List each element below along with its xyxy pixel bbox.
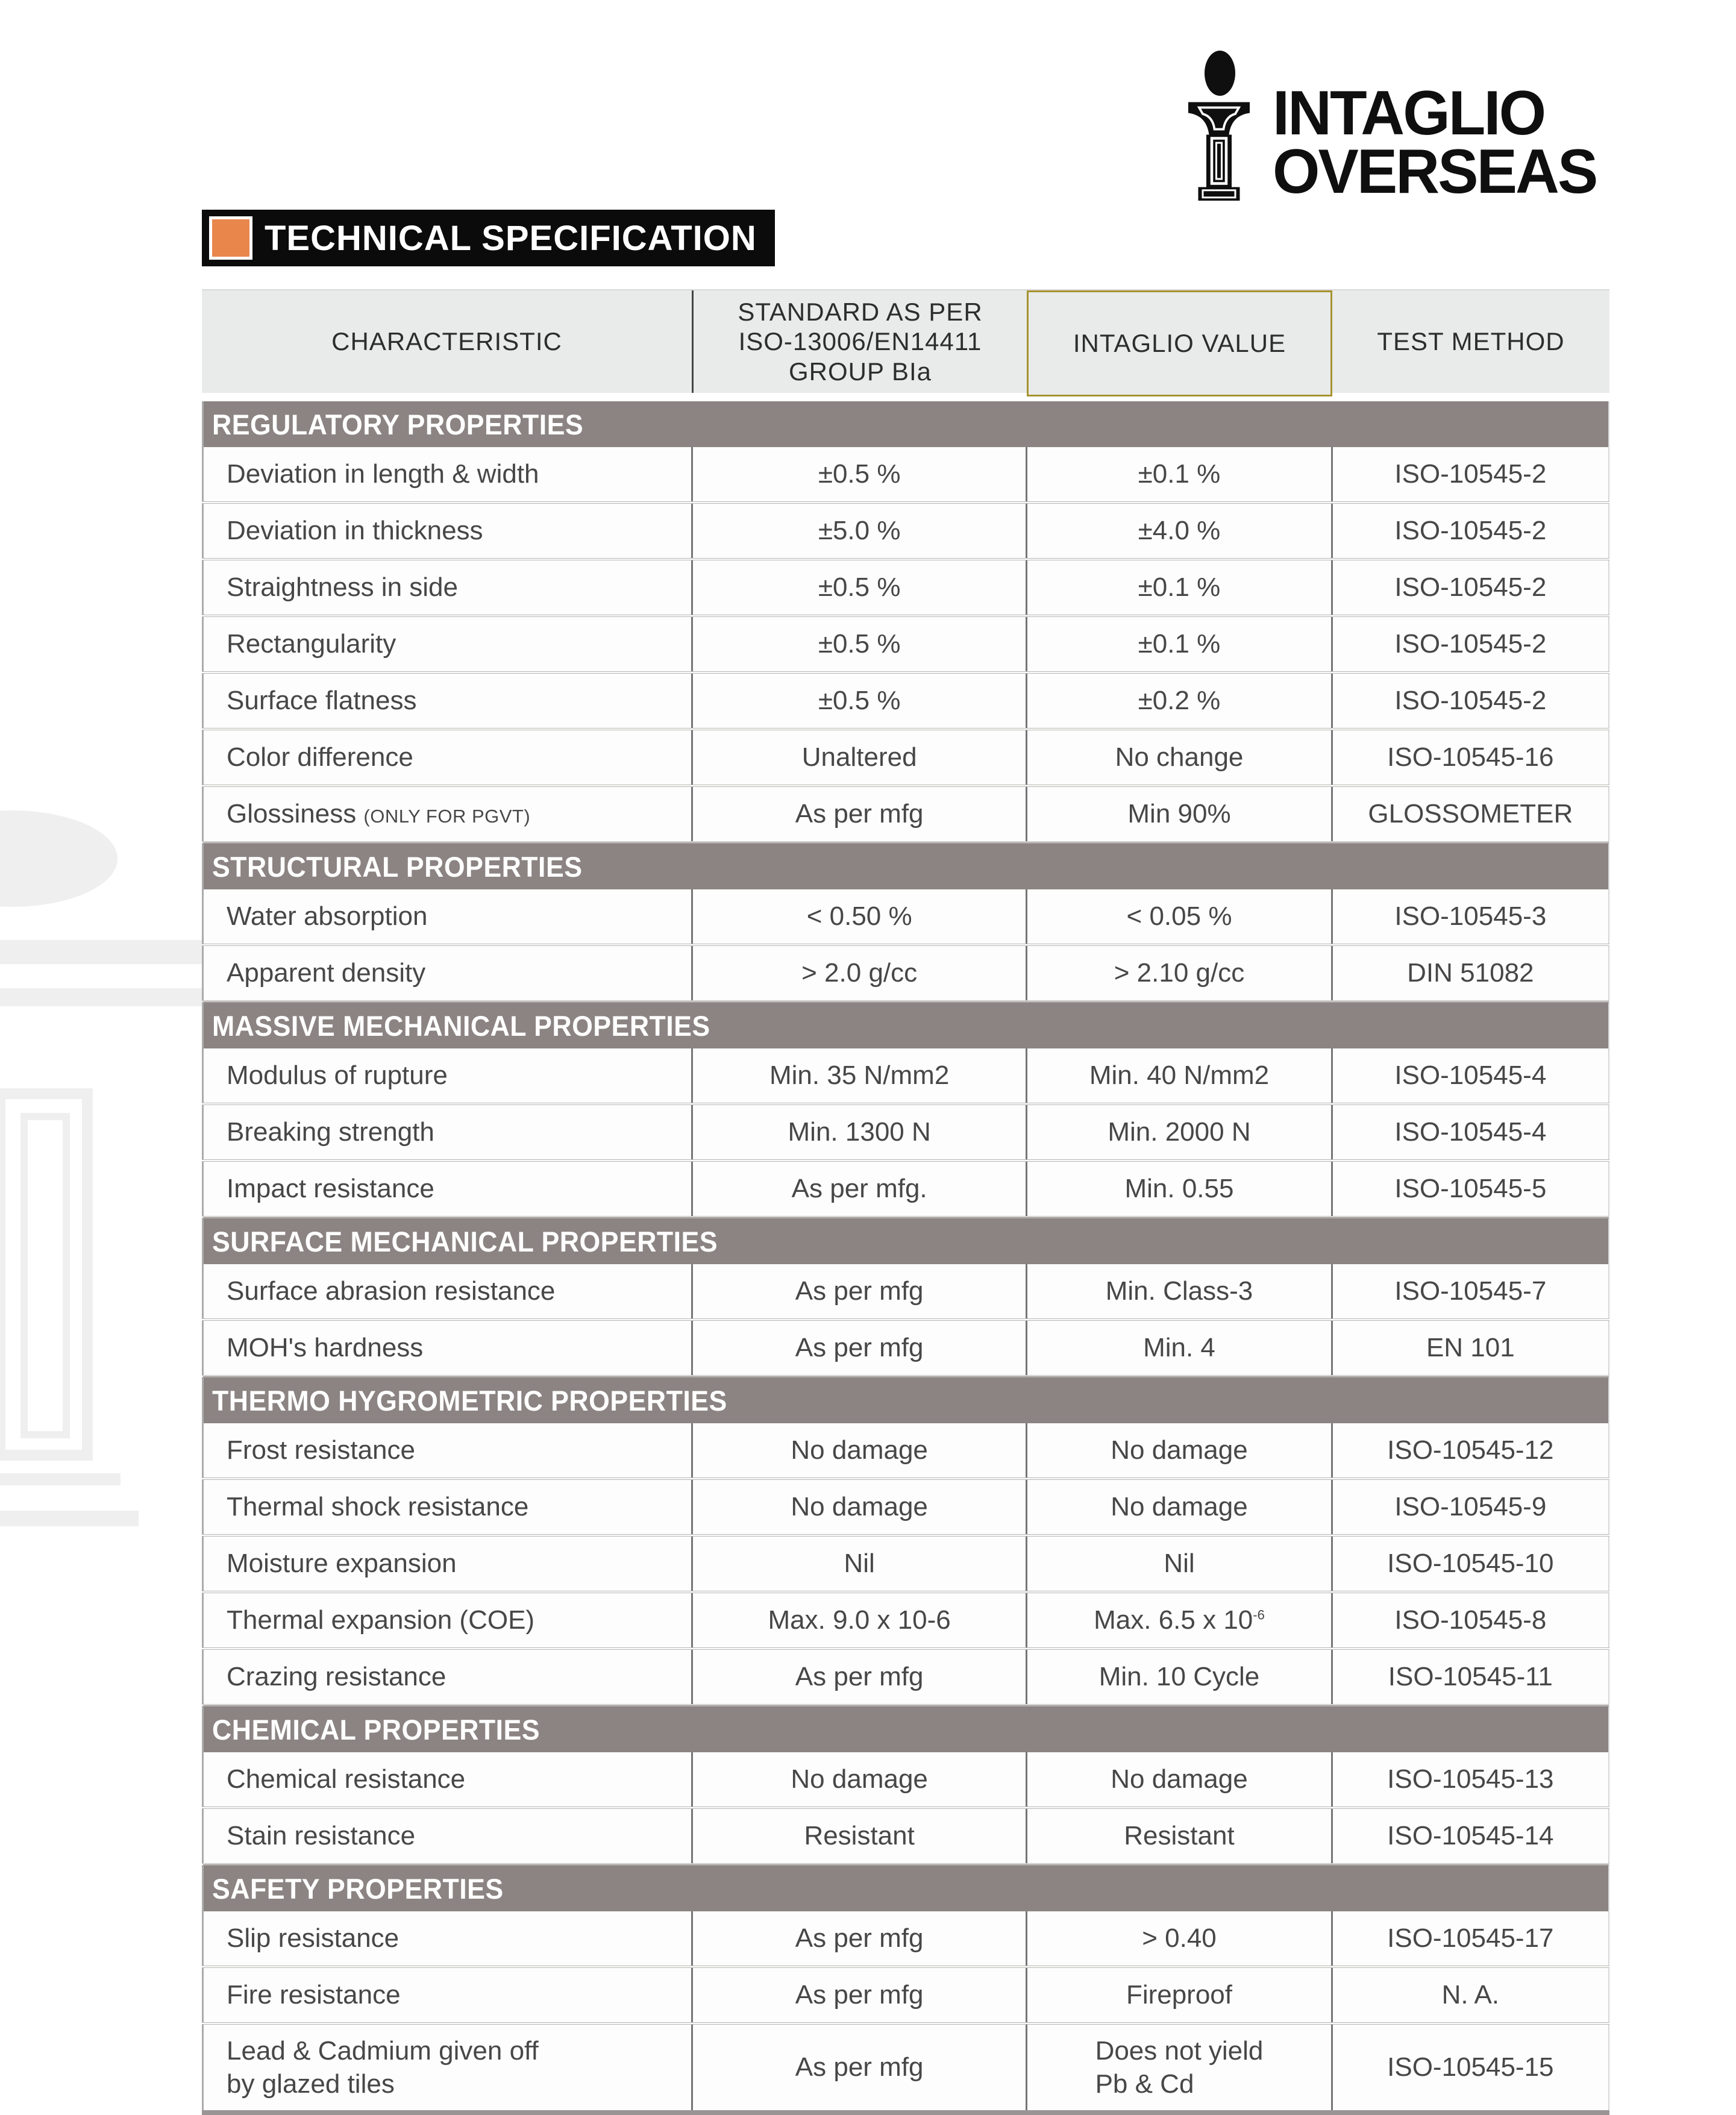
section-header bbox=[203, 1217, 1609, 1264]
cell-standard-value: As per mfg bbox=[692, 2023, 1027, 2113]
section-title: THERMO HYGROMETRIC PROPERTIES bbox=[212, 1384, 727, 1417]
cell-standard-value: No damage bbox=[692, 1479, 1027, 1535]
table-row bbox=[203, 1479, 1609, 1535]
cell-characteristic: Slip resistance bbox=[203, 1911, 692, 1967]
cell-test-method: N. A. bbox=[1332, 1967, 1609, 2023]
cell-intaglio-value: > 2.10 g/cc bbox=[1027, 945, 1332, 1001]
cell-intaglio-value: Min. 40 N/mm2 bbox=[1027, 1048, 1332, 1104]
table-row bbox=[203, 1161, 1609, 1217]
table-row bbox=[203, 1752, 1609, 1808]
pillar-i-icon bbox=[1174, 49, 1264, 204]
cell-characteristic: Surface flatness bbox=[203, 672, 692, 729]
section-row bbox=[203, 842, 1609, 889]
brand-name-line1: INTAGLIO bbox=[1273, 78, 1545, 148]
cell-intaglio-value: Max. 6.5 x $10^{-6}$ bbox=[1027, 1592, 1332, 1649]
table-row bbox=[203, 889, 1609, 945]
spec-table bbox=[202, 401, 1609, 2115]
cell-characteristic: Breaking strength bbox=[203, 1104, 692, 1161]
section-row bbox=[203, 401, 1609, 447]
cell-test-method: ISO-10545-12 bbox=[1332, 1423, 1609, 1479]
table-row bbox=[203, 447, 1609, 503]
section-row bbox=[203, 1217, 1609, 1264]
cell-standard-value: As per mfg. bbox=[692, 1161, 1027, 1217]
brand-name bbox=[1273, 78, 1597, 207]
cell-characteristic: Color difference bbox=[203, 729, 692, 786]
cell-standard-value: < 0.50 % bbox=[692, 889, 1027, 945]
table-row bbox=[203, 1535, 1609, 1592]
table-row bbox=[203, 559, 1609, 616]
cell-test-method: DIN 51082 bbox=[1332, 945, 1609, 1001]
cell-test-method: ISO-10545-8 bbox=[1332, 1592, 1609, 1649]
cell-characteristic: Surface abrasion resistance bbox=[203, 1264, 692, 1320]
cell-standard-value: Min. 35 N/mm2 bbox=[692, 1048, 1027, 1104]
cell-test-method: ISO-10545-4 bbox=[1332, 1104, 1609, 1161]
cell-intaglio-value: Min 90% bbox=[1027, 786, 1332, 842]
section-title: STRUCTURAL PROPERTIES bbox=[212, 850, 583, 883]
cell-test-method: ISO-10545-7 bbox=[1332, 1264, 1609, 1320]
cell-standard-value: ±0.5 % bbox=[692, 447, 1027, 503]
cell-characteristic: Chemical resistance bbox=[203, 1752, 692, 1808]
cell-standard-value: Nil bbox=[692, 1535, 1027, 1592]
section-title: REGULATORY PROPERTIES bbox=[212, 408, 584, 440]
table-row bbox=[203, 1592, 1609, 1649]
cell-intaglio-value: Min. Class-3 bbox=[1027, 1264, 1332, 1320]
cell-intaglio-value: ±0.1 % bbox=[1027, 447, 1332, 503]
cell-characteristic: Moisture expansion bbox=[203, 1535, 692, 1592]
cell-intaglio-value: No damage bbox=[1027, 1479, 1332, 1535]
cell-intaglio-value: ±0.1 % bbox=[1027, 559, 1332, 616]
section-row bbox=[203, 1705, 1609, 1752]
cell-test-method: ISO-10545-5 bbox=[1332, 1161, 1609, 1217]
col-header-standard: STANDARD AS PER ISO-13006/EN14411 GROUP BIa bbox=[692, 290, 1027, 393]
cell-standard-value: As per mfg bbox=[692, 1911, 1027, 1967]
cell-intaglio-value: > 0.40 bbox=[1027, 1911, 1332, 1967]
cell-standard-value: ±0.5 % bbox=[692, 616, 1027, 672]
col-header-intaglio-value: INTAGLIO VALUE bbox=[1027, 290, 1332, 396]
cell-test-method: ISO-10545-16 bbox=[1332, 729, 1609, 786]
cell-characteristic: Thermal shock resistance bbox=[203, 1479, 692, 1535]
page-title-text: TECHNICAL SPECIFICATION bbox=[265, 218, 757, 258]
cell-characteristic: Deviation in length & width bbox=[203, 447, 692, 503]
brand-name-line2: OVERSEAS bbox=[1273, 136, 1597, 207]
col-header-test-method: TEST METHOD bbox=[1332, 290, 1609, 393]
cell-characteristic: Frost resistance bbox=[203, 1423, 692, 1479]
table-row bbox=[203, 729, 1609, 786]
table-row bbox=[203, 1048, 1609, 1104]
table-row bbox=[203, 1423, 1609, 1479]
table-row bbox=[203, 1649, 1609, 1705]
spec-table-header bbox=[202, 289, 1609, 396]
cell-intaglio-value: No change bbox=[1027, 729, 1332, 786]
cell-test-method: ISO-10545-15 bbox=[1332, 2023, 1609, 2113]
brand-logo bbox=[1174, 49, 1606, 207]
cell-characteristic: Modulus of rupture bbox=[203, 1048, 692, 1104]
table-row bbox=[203, 503, 1609, 559]
accent-square-icon bbox=[209, 216, 252, 260]
table-row bbox=[203, 672, 1609, 729]
section-row bbox=[203, 1001, 1609, 1048]
cell-intaglio-value: Resistant bbox=[1027, 1808, 1332, 1864]
section-header bbox=[203, 1705, 1609, 1752]
cell-intaglio-value: Min. 2000 N bbox=[1027, 1104, 1332, 1161]
section-header bbox=[203, 842, 1609, 889]
cell-characteristic: Impact resistance bbox=[203, 1161, 692, 1217]
cell-standard-value: Resistant bbox=[692, 1808, 1027, 1864]
table-row bbox=[203, 1967, 1609, 2023]
cell-intaglio-value: Nil bbox=[1027, 1535, 1332, 1592]
col-header-characteristic: CHARACTERISTIC bbox=[202, 290, 692, 393]
section-header bbox=[203, 401, 1609, 447]
cell-test-method: EN 101 bbox=[1332, 1320, 1609, 1376]
cell-intaglio-value: ±0.2 % bbox=[1027, 672, 1332, 729]
cell-test-method: ISO-10545-2 bbox=[1332, 447, 1609, 503]
cell-standard-value: Min. 1300 N bbox=[692, 1104, 1027, 1161]
cell-standard-value: No damage bbox=[692, 1423, 1027, 1479]
cell-test-method: ISO-10545-2 bbox=[1332, 503, 1609, 559]
table-row bbox=[203, 1104, 1609, 1161]
cell-standard-value: ±0.5 % bbox=[692, 559, 1027, 616]
cell-test-method: ISO-10545-11 bbox=[1332, 1649, 1609, 1705]
cell-characteristic: Lead & Cadmium given off by glazed tiles bbox=[203, 2023, 692, 2113]
cell-standard-value: Unaltered bbox=[692, 729, 1027, 786]
cell-test-method: ISO-10545-2 bbox=[1332, 559, 1609, 616]
cell-standard-value: As per mfg bbox=[692, 1649, 1027, 1705]
cell-characteristic: Glossiness (ONLY FOR PGVT) bbox=[203, 786, 692, 842]
cell-test-method: ISO-10545-14 bbox=[1332, 1808, 1609, 1864]
cell-intaglio-value: Does not yield Pb & Cd bbox=[1027, 2023, 1332, 2113]
cell-test-method: ISO-10545-10 bbox=[1332, 1535, 1609, 1592]
cell-characteristic: Apparent density bbox=[203, 945, 692, 1001]
cell-characteristic: Stain resistance bbox=[203, 1808, 692, 1864]
table-row bbox=[203, 945, 1609, 1001]
cell-characteristic: MOH's hardness bbox=[203, 1320, 692, 1376]
cell-test-method: ISO-10545-3 bbox=[1332, 889, 1609, 945]
cell-characteristic: Rectangularity bbox=[203, 616, 692, 672]
table-row bbox=[203, 1320, 1609, 1376]
table-row bbox=[203, 786, 1609, 842]
cell-standard-value: Max. 9.0 x 10-6 bbox=[692, 1592, 1027, 1649]
page-title bbox=[202, 210, 775, 266]
section-header bbox=[203, 1864, 1609, 1911]
table-row bbox=[203, 1264, 1609, 1320]
section-row bbox=[203, 1864, 1609, 1911]
cell-intaglio-value: Min. 4 bbox=[1027, 1320, 1332, 1376]
section-header bbox=[203, 1376, 1609, 1423]
cell-intaglio-value: Min. 10 Cycle bbox=[1027, 1649, 1332, 1705]
cell-test-method: GLOSSOMETER bbox=[1332, 786, 1609, 842]
cell-standard-value: As per mfg bbox=[692, 1264, 1027, 1320]
cell-standard-value: ±0.5 % bbox=[692, 672, 1027, 729]
cell-standard-value: As per mfg bbox=[692, 1320, 1027, 1376]
table-row bbox=[203, 616, 1609, 672]
cell-test-method: ISO-10545-17 bbox=[1332, 1911, 1609, 1967]
table-row bbox=[203, 1808, 1609, 1864]
cell-characteristic: Deviation in thickness bbox=[203, 503, 692, 559]
cell-characteristic: Thermal expansion (COE) bbox=[203, 1592, 692, 1649]
cell-intaglio-value: ±0.1 % bbox=[1027, 616, 1332, 672]
cell-test-method: ISO-10545-9 bbox=[1332, 1479, 1609, 1535]
section-title: MASSIVE MECHANICAL PROPERTIES bbox=[212, 1009, 710, 1042]
cell-characteristic: Water absorption bbox=[203, 889, 692, 945]
cell-test-method: ISO-10545-2 bbox=[1332, 616, 1609, 672]
cell-test-method: ISO-10545-4 bbox=[1332, 1048, 1609, 1104]
cell-intaglio-value: Fireproof bbox=[1027, 1967, 1332, 2023]
section-title: SURFACE MECHANICAL PROPERTIES bbox=[212, 1225, 718, 1258]
cell-test-method: ISO-10545-13 bbox=[1332, 1752, 1609, 1808]
table-row bbox=[203, 2023, 1609, 2113]
cell-intaglio-value: No damage bbox=[1027, 1752, 1332, 1808]
section-title: CHEMICAL PROPERTIES bbox=[212, 1713, 541, 1746]
cell-characteristic: Straightness in side bbox=[203, 559, 692, 616]
cell-intaglio-value: No damage bbox=[1027, 1423, 1332, 1479]
cell-standard-value: As per mfg bbox=[692, 786, 1027, 842]
cell-intaglio-value: < 0.05 % bbox=[1027, 889, 1332, 945]
table-row bbox=[203, 1911, 1609, 1967]
cell-standard-value: As per mfg bbox=[692, 1967, 1027, 2023]
cell-standard-value: ±5.0 % bbox=[692, 503, 1027, 559]
cell-intaglio-value: Min. 0.55 bbox=[1027, 1161, 1332, 1217]
section-header bbox=[203, 1001, 1609, 1048]
cell-characteristic: Fire resistance bbox=[203, 1967, 692, 2023]
cell-characteristic: Crazing resistance bbox=[203, 1649, 692, 1705]
cell-intaglio-value: ±4.0 % bbox=[1027, 503, 1332, 559]
cell-standard-value: No damage bbox=[692, 1752, 1027, 1808]
section-row bbox=[203, 1376, 1609, 1423]
cell-standard-value: > 2.0 g/cc bbox=[692, 945, 1027, 1001]
section-title: SAFETY PROPERTIES bbox=[212, 1872, 504, 1905]
cell-test-method: ISO-10545-2 bbox=[1332, 672, 1609, 729]
